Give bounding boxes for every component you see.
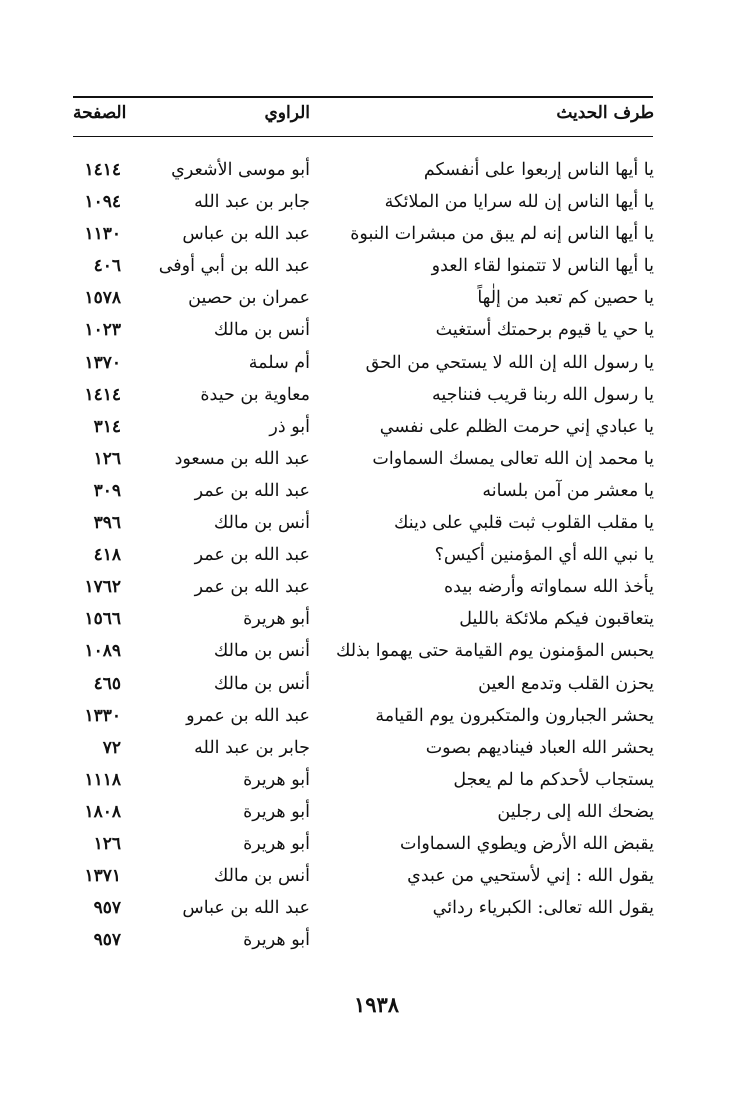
page-reference: ١٣٧٠: [84, 352, 121, 373]
table-row: [0, 353, 753, 385]
page-reference: ٤٦٥: [93, 673, 121, 694]
rawi-name: أنس بن مالك: [213, 320, 310, 341]
table-row: [0, 224, 753, 256]
header-top-rule: [73, 96, 653, 98]
page-reference: ٧٢: [102, 737, 121, 758]
table-row: [0, 288, 753, 320]
table-row: [0, 449, 753, 481]
hadith-text: يقبض الله الأرض ويطوي السماوات: [400, 833, 654, 854]
hadith-text: يا حصين كم تعبد من إلٰهاً: [477, 288, 654, 309]
page-reference: ١٥٦٦: [84, 609, 121, 630]
table-row: [0, 513, 753, 545]
page-reference: ٩٥٧: [93, 930, 121, 951]
page-reference: ١٤١٤: [84, 384, 121, 405]
table-row: [0, 930, 753, 962]
rawi-name: معاوية بن حيدة: [200, 384, 310, 405]
hadith-text: يا حي يا قيوم برحمتك أستغيث: [435, 320, 654, 341]
column-header-hadith: طرف الحديث: [556, 103, 654, 123]
rawi-name: أبو ذر: [269, 416, 310, 437]
rawi-name: أبو هريرة: [243, 609, 310, 630]
hadith-text: يا أيها الناس إنه لم يبق من مبشرات النبوة: [350, 224, 654, 245]
table-row: [0, 160, 753, 192]
page-reference: ١١٣٠: [84, 224, 121, 245]
hadith-text: يستجاب لأحدكم ما لم يعجل: [453, 769, 654, 790]
table-row: [0, 577, 753, 609]
page-reference: ١٨٠٨: [84, 801, 121, 822]
table-row: [0, 834, 753, 866]
rawi-name: أنس بن مالك: [213, 866, 310, 887]
rawi-name: أنس بن مالك: [213, 513, 310, 534]
page-reference: ٤٠٦: [93, 256, 121, 277]
rawi-name: عبد الله بن عمرو: [186, 705, 310, 726]
table-row: [0, 320, 753, 352]
table-row: [0, 545, 753, 577]
table-row: [0, 898, 753, 930]
rawi-name: جابر بن عبد الله: [194, 737, 310, 758]
hadith-text: يا رسول الله إن الله لا يستحي من الحق: [365, 352, 654, 373]
column-header-rawi: الراوي: [264, 103, 310, 123]
page-reference: ١٤١٤: [84, 160, 121, 180]
table-row: [0, 417, 753, 449]
hadith-text: يا معشر من آمن بلسانه: [482, 480, 654, 501]
table-row: [0, 385, 753, 417]
page-reference: ١٠٨٩: [84, 641, 121, 662]
page-reference: ١١١٨: [84, 769, 121, 790]
rawi-name: عبد الله بن أبي أوفى: [158, 256, 310, 277]
page-reference: ٣٠٩: [93, 480, 121, 501]
hadith-text: يا أيها الناس إربعوا على أنفسكم: [423, 160, 654, 180]
hadith-text: يقول الله تعالى: الكبرياء ردائي: [432, 898, 654, 919]
page-reference: ١٥٧٨: [84, 288, 121, 309]
hadith-text: يحزن القلب وتدمع العين: [478, 673, 654, 694]
table-row: [0, 674, 753, 706]
rawi-name: أم سلمة: [248, 352, 310, 373]
rawi-name: أنس بن مالك: [213, 641, 310, 662]
hadith-text: يحشر الجبارون والمتكبرون يوم القيامة: [375, 705, 654, 726]
page-reference: ٣٩٦: [93, 513, 121, 534]
page-reference: ١٣٣٠: [84, 705, 121, 726]
page-number: ١٩٣٨: [353, 992, 400, 1017]
rawi-name: جابر بن عبد الله: [194, 192, 310, 213]
rawi-name: أبو هريرة: [243, 833, 310, 854]
table-row: [0, 866, 753, 898]
table-row: [0, 641, 753, 673]
rawi-name: عبد الله بن عمر: [194, 545, 310, 566]
page-reference: ٣١٤: [93, 416, 121, 437]
page-reference: ١٣٧١: [84, 866, 121, 887]
hadith-text: يحبس المؤمنون يوم القيامة حتى يهموا بذلك: [336, 641, 654, 662]
table-row: [0, 481, 753, 513]
hadith-text: يا أيها الناس لا تتمنوا لقاء العدو: [431, 256, 654, 277]
index-table-body: [0, 160, 753, 962]
page-reference: ٤١٨: [93, 545, 121, 566]
rawi-name: عبد الله بن عباس: [182, 898, 310, 919]
hadith-text: يقول الله : إني لأستحيي من عبدي: [407, 866, 654, 887]
table-row: [0, 192, 753, 224]
table-row: [0, 706, 753, 738]
rawi-name: عبد الله بن عمر: [194, 480, 310, 501]
header-bottom-rule: [73, 136, 653, 137]
page-reference: ١٧٦٢: [84, 577, 121, 598]
rawi-name: أبو هريرة: [243, 930, 310, 951]
hadith-text: يا أيها الناس إن لله سرايا من الملائكة: [384, 192, 654, 213]
page-reference: ١٢٦: [93, 833, 121, 854]
table-row: [0, 802, 753, 834]
column-header-page: الصفحة: [73, 103, 127, 123]
table-row: [0, 770, 753, 802]
rawi-name: أبو موسى الأشعري: [171, 160, 310, 180]
hadith-text: يأخذ الله سماواته وأرضه بيده: [443, 577, 654, 598]
page-reference: ٩٥٧: [93, 898, 121, 919]
rawi-name: عبد الله بن مسعود: [174, 448, 310, 469]
hadith-text: يا مقلب القلوب ثبت قلبي على دينك: [393, 513, 654, 534]
rawi-name: أبو هريرة: [243, 769, 310, 790]
table-row: [0, 256, 753, 288]
page-reference: ١٠٢٣: [84, 320, 121, 341]
hadith-text: يا محمد إن الله تعالى يمسك السماوات: [372, 448, 654, 469]
hadith-text: يا نبي الله أي المؤمنين أكيس؟: [434, 545, 654, 566]
rawi-name: عبد الله بن عباس: [182, 224, 310, 245]
hadith-text: يحشر الله العباد فيناديهم بصوت: [425, 737, 654, 758]
rawi-name: عبد الله بن عمر: [194, 577, 310, 598]
hadith-text: يتعاقبون فيكم ملائكة بالليل: [459, 609, 654, 630]
rawi-name: عمران بن حصين: [188, 288, 310, 309]
hadith-text: يا عبادي إني حرمت الظلم على نفسي: [379, 416, 654, 437]
hadith-text: يضحك الله إلى رجلين: [497, 801, 654, 822]
table-row: [0, 609, 753, 641]
hadith-text: يا رسول الله ربنا قريب فنناجيه: [431, 384, 654, 405]
table-row: [0, 738, 753, 770]
page-reference: ١٢٦: [93, 448, 121, 469]
rawi-name: أبو هريرة: [243, 801, 310, 822]
page-reference: ١٠٩٤: [84, 192, 121, 213]
rawi-name: أنس بن مالك: [213, 673, 310, 694]
